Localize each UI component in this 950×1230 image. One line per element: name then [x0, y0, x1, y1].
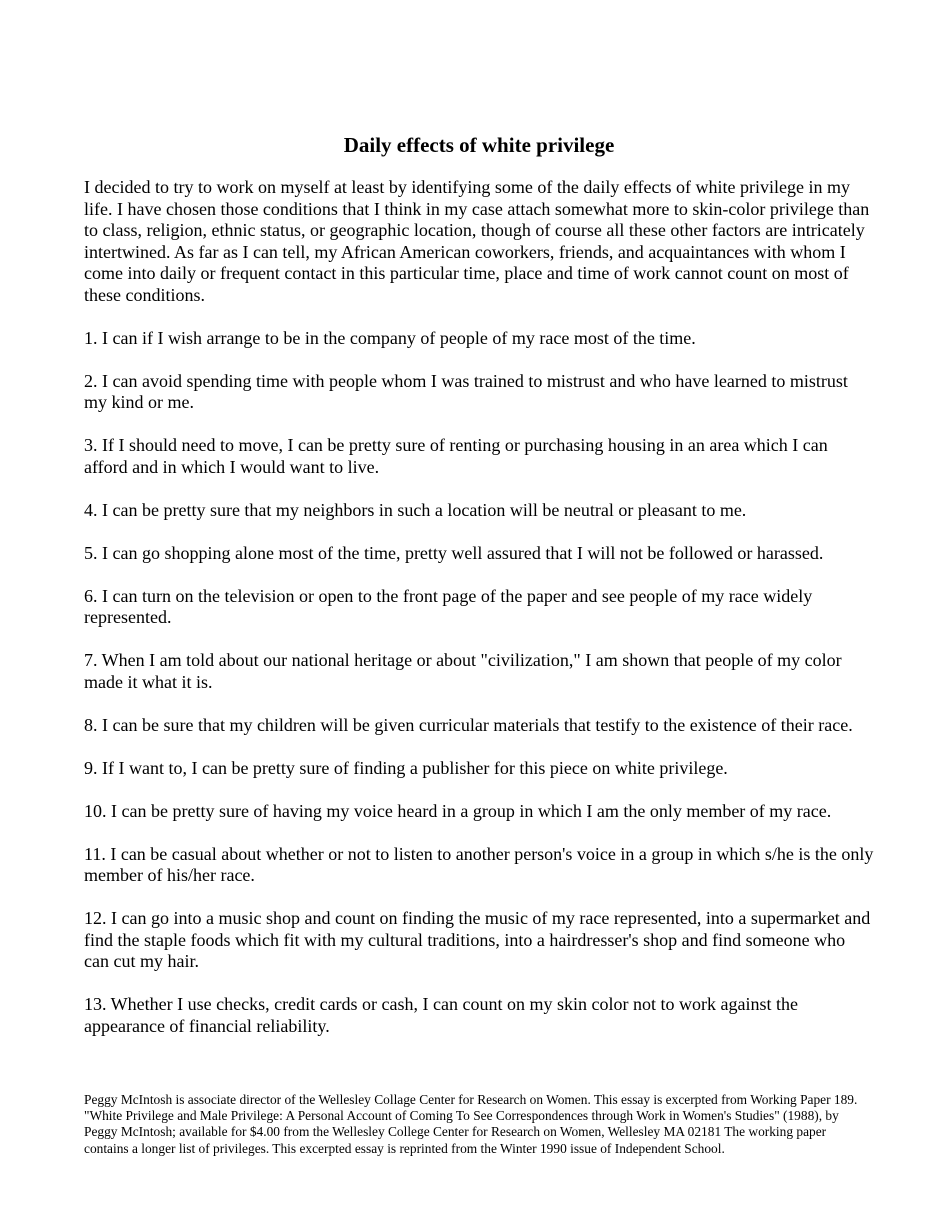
list-item: 12. I can go into a music shop and count on finding the music of my race represented, into a supermarket and find the staple foods which fit with my cultural traditions, into a hairdresser's shop and find someone who can cut my hair. [84, 908, 871, 971]
list-item: 1. I can if I wish arrange to be in the company of people of my race most of the time. [84, 327, 696, 348]
list-item: 10. I can be pretty sure of having my voice heard in a group in which I am the only member of my race. [84, 800, 832, 821]
footnote: Peggy McIntosh is associate director of the Wellesley Collage Center for Research on Women. This essay is excerpted from Working Paper 189. "White Privilege and Male Privilege: A Personal Account of Coming To See Correspondences through Work in Women's Studies" (1988), by Peggy McIntosh; available for $4.00 from the Wellesley College Center for Research on Women, Wellesley MA 02181 The working paper contains a longer list of privileges. This excerpted essay is reprinted from the Winter 1990 issue of Independent School. [84, 1092, 858, 1156]
list-item: 11. I can be casual about whether or not to listen to another person's voice in a group in which s/he is the only member of his/her race. [84, 843, 874, 885]
document-body [84, 131, 874, 1059]
list-item: 5. I can go shopping alone most of the time, pretty well assured that I will not be followed or harassed. [84, 542, 824, 563]
list-item: 3. If I should need to move, I can be pretty sure of renting or purchasing housing in an area which I can afford and in which I would want to live. [84, 435, 828, 477]
list-item: 13. Whether I use checks, credit cards or cash, I can count on my skin color not to work against the appearance of financial reliability. [84, 994, 798, 1036]
list-item: 6. I can turn on the television or open to the front page of the paper and see people of my race widely represented. [84, 585, 813, 627]
list-item: 8. I can be sure that my children will be given curricular materials that testify to the existence of their race. [84, 714, 853, 735]
page-title: Daily effects of white privilege [343, 133, 615, 157]
list-item: 9. If I want to, I can be pretty sure of finding a publisher for this piece on white privilege. [84, 757, 728, 778]
list-item: 4. I can be pretty sure that my neighbors in such a location will be neutral or pleasant to me. [84, 499, 747, 520]
intro-paragraph: I decided to try to work on myself at least by identifying some of the daily effects of white privilege in my life. I have chosen those conditions that I think in my case attach somewhat more to skin-color privilege than to class, religion, ethnic status, or geographic location, though of course all these other factors are intricately intertwined. As far as I can tell, my African American coworkers, friends, and acquaintances with whom I come into daily or frequent contact in this particular time, place and time of work cannot count on most of these conditions. [84, 177, 870, 305]
list-item: 2. I can avoid spending time with people whom I was trained to mistrust and who have learned to mistrust my kind or me. [84, 370, 848, 412]
list-item: 7. When I am told about our national heritage or about "civilization," I am shown that people of my color made it what it is. [84, 650, 842, 692]
